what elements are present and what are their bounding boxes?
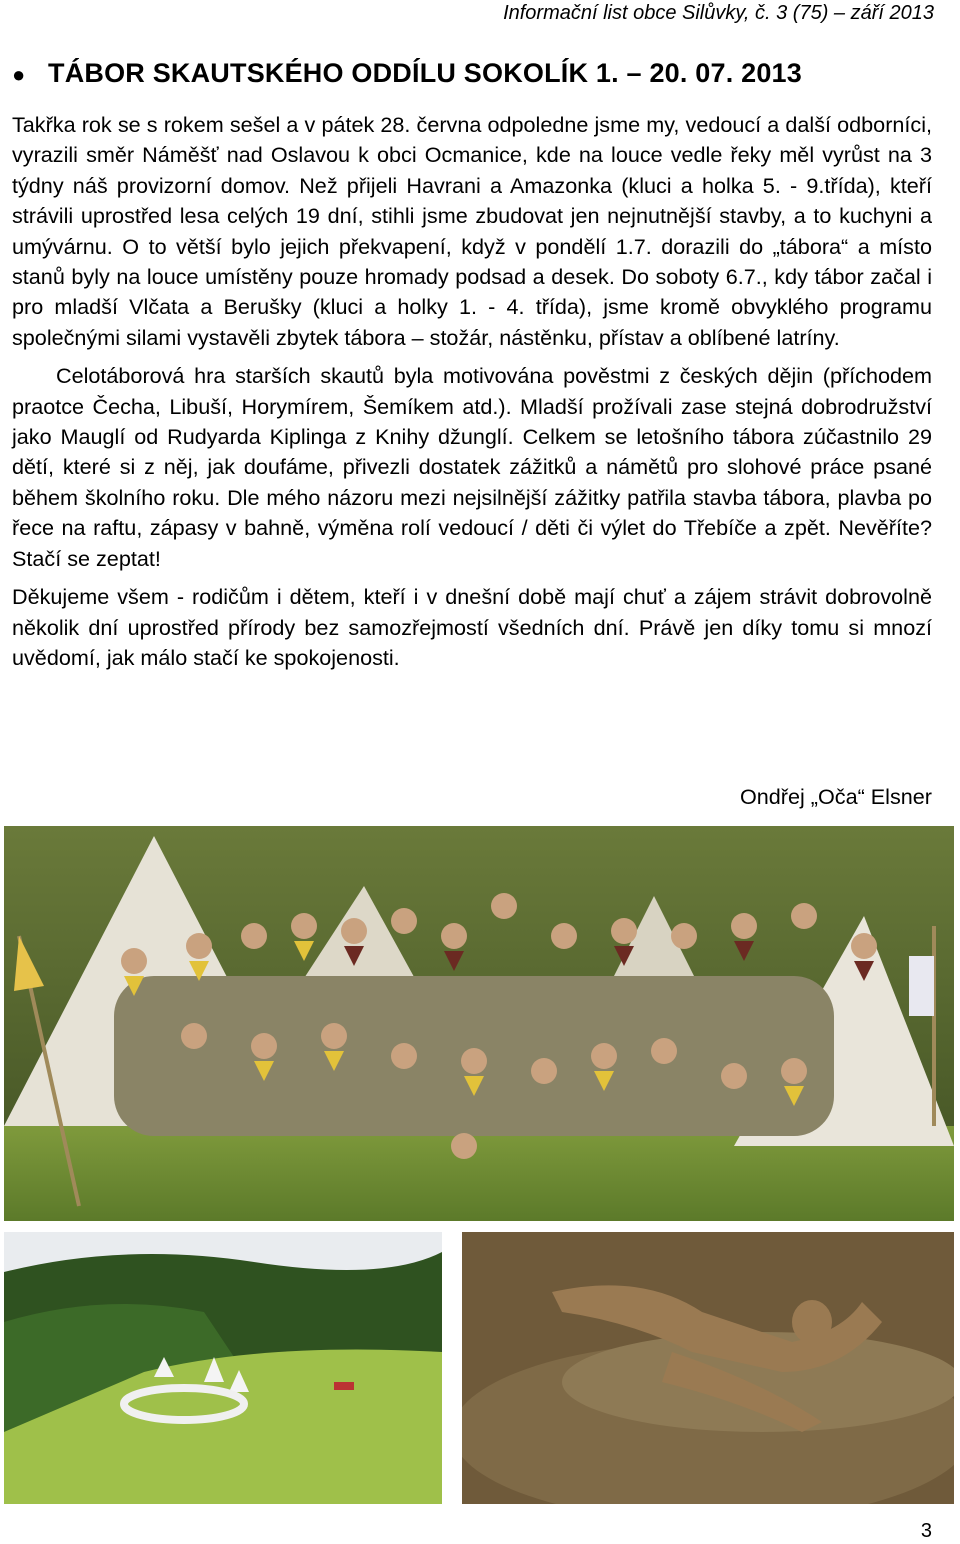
article-title: TÁBOR SKAUTSKÉHO ODDÍLU SOKOLÍK 1. – 20. 07. 2013 <box>48 58 802 88</box>
article-title-row <box>12 58 942 89</box>
paragraph-1: Takřka rok se s rokem sešel a v pátek 28. června odpoledne jsme my, vedoucí a další odborníci, vyrazili směr Náměšť nad Oslavou k obci Ocmanice, kde na louce vedle řeky měl vyrůst na 3 týdny náš provizorní domov. Než přijeli Havrani a Amazonka (kluci a holka 5. - 9.třída), kteří strávili uprostřed lesa celých 19 dní, stihli jsme zbudovat jen nejnutnější stavby, a to kuchyni a umývárnu. O to větší bylo jejich překvapení, když v pondělí 1.7. dorazili do „tábora“ a místo stanů byly na louce umístěny pouze hromady podsad a desek. Do soboty 6.7., kdy tábor začal i pro mladší Vlčata a Berušky (kluci a holky 1. - 4. třída), jsme kromě obvyklého programu společnými silami vystavěli zbytek tábora – stožár, nástěnku, přístav a oblíbené latríny. <box>12 112 932 350</box>
paragraph-3: Děkujeme všem - rodičům i dětem, kteří i v dnešní době mají chuť a zájem strávit dobrovolně několik dní uprostřed přírody bez samozřejmostí všedních dní. Právě jen díky tomu si mnozí uvědomí, jak málo stačí ke spokojenosti. <box>12 584 932 670</box>
bullet-icon: ● <box>12 62 26 87</box>
group-photo <box>4 826 954 1221</box>
running-header: Informační list obce Silůvky, č. 3 (75) – září 2013 <box>503 2 934 24</box>
article-author: Ondřej „Oča“ Elsner <box>739 784 932 809</box>
page-number: 3 <box>920 1520 932 1542</box>
mud-photo <box>462 1232 954 1504</box>
paragraph-2: Celotáborová hra starších skautů byla motivována pověstmi z českých dějin (příchodem praotce Čecha, Libuší, Horymírem, Šemíkem atd.). Mladší prožívali zase stejná dobrodružství jako Mauglí od Rudyarda Kiplinga z Knihy džunglí. Celkem se letošního tábora zúčastnilo 29 dětí, které si z něj, jak doufáme, přivezli dostatek zážitků a námětů pro slohové práce psané během školního roku. Dle mého názoru mezi nejsilnější zážitky patřila stavba tábora, plavba po řece na raftu, zápasy v bahně, výměna rolí vedoucí / děti či výlet do Třebíče a zpět. Nevěříte? Stačí se zeptat! <box>12 363 932 571</box>
article-body <box>12 110 932 673</box>
camp-aerial-photo <box>4 1232 442 1504</box>
